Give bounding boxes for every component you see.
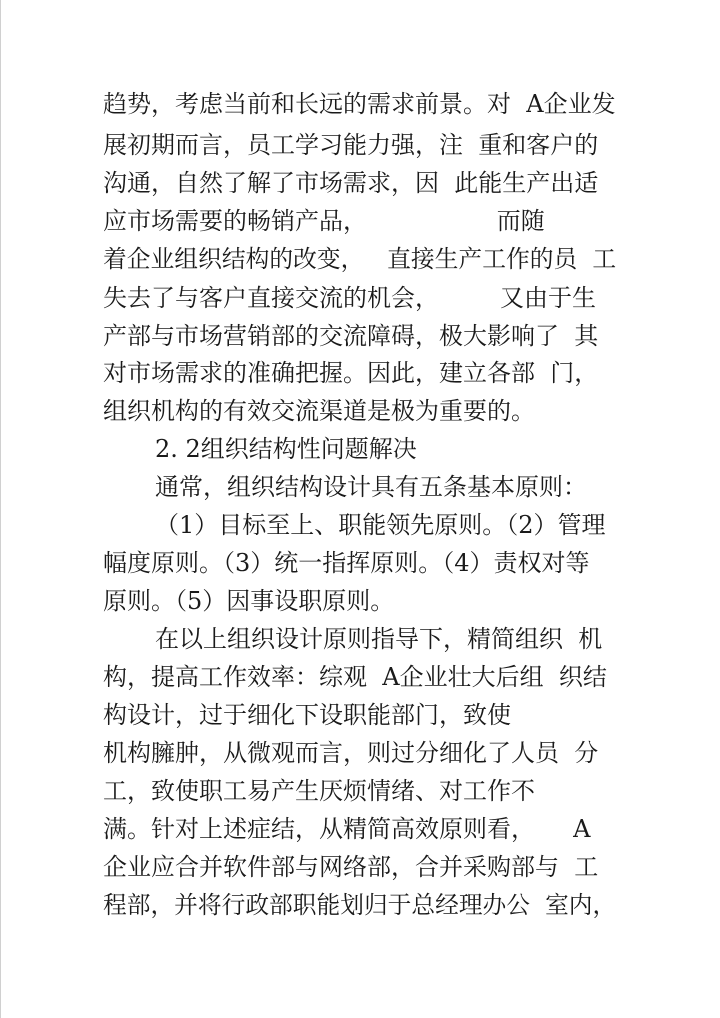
text-line: 构设计，过于细化下设职能部门，致使 xyxy=(103,701,511,729)
text-line: 构，提高工作效率：综观 A企业壮大后组 织结 xyxy=(103,663,607,691)
page-left-border xyxy=(0,0,1,1018)
text-line: 工，致使职工易产生厌烦情绪、对工作不 xyxy=(103,777,535,805)
text-line: 失去了与客户直接交流的机会， 又由于生 xyxy=(103,284,597,312)
text-line: 组织机构的有效交流渠道是极为重要的。 xyxy=(103,397,535,425)
text-line: 在以上组织设计原则指导下，精简组织 机 xyxy=(155,625,603,653)
text-line: 应市场需要的畅销产品， 而随 xyxy=(103,207,545,235)
text-line: 对市场需求的准确把握。因此，建立各部 门， xyxy=(103,359,599,387)
text-line: 产部与市场营销部的交流障碍，极大影响了 其 xyxy=(103,322,599,350)
text-line: 通常，组织结构设计具有五条基本原则： xyxy=(155,473,587,501)
section-heading: 2. 2组织结构性问题解决 xyxy=(155,435,417,463)
text-line: 企业应合并软件部与网络部，合并采购部与 工 xyxy=(103,853,599,881)
text-line: 幅度原则。（3）统一指挥原则。（4）责权对等 xyxy=(103,549,590,577)
text-line: 满。针对上述症结，从精简高效原则看， A xyxy=(103,815,591,843)
text-line: （1）目标至上、职能领先原则。（2）管理 xyxy=(155,511,606,539)
text-line: 展初期而言，员工学习能力强，注 重和客户的 xyxy=(103,131,599,159)
text-line: 趋势，考虑当前和长远的需求前景。对 A企业发 xyxy=(103,90,616,118)
text-line: 程部，并将行政部职能划归于总经理办公 室内， xyxy=(103,891,617,919)
text-line: 机构臃肿，从微观而言，则过分细化了人员 分 xyxy=(103,739,599,767)
text-line: 着企业组织结构的改变， 直接生产工作的员 工 xyxy=(103,245,617,273)
text-line: 沟通，自然了解了市场需求，因 此能生产出适 xyxy=(103,169,599,197)
text-line: 原则。（5）因事设职原则。 xyxy=(103,587,395,615)
